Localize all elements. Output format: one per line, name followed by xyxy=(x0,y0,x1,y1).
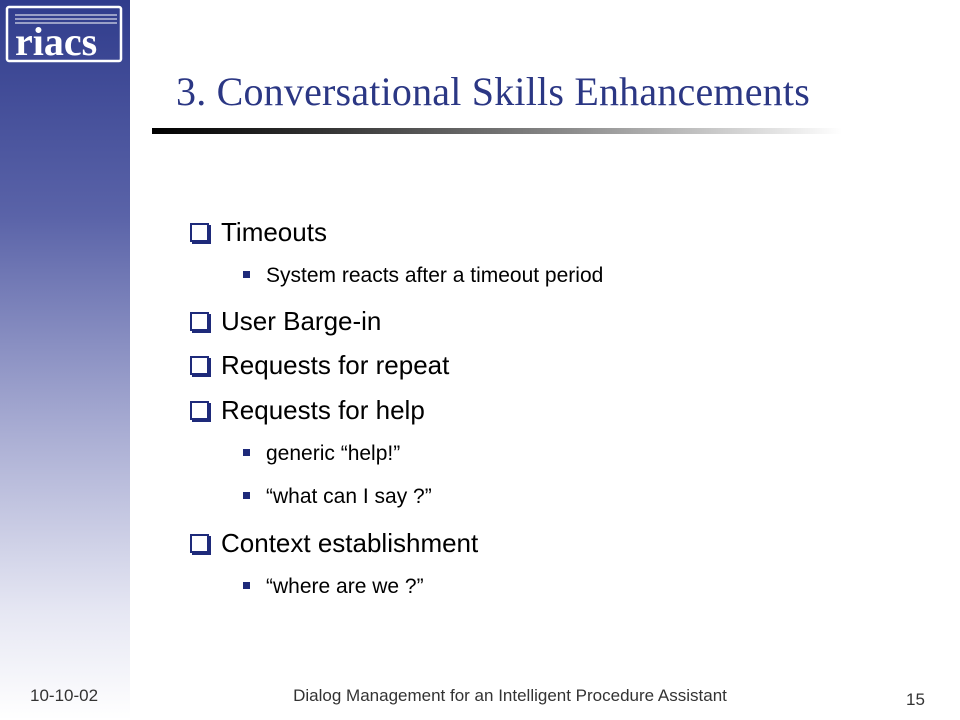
logo-text: riacs xyxy=(15,19,98,63)
bullet-text: Context establishment xyxy=(221,528,479,558)
sub-bullet-text: System reacts after a timeout period xyxy=(266,264,604,287)
footer-date: 10-10-02 xyxy=(30,686,99,705)
filled-square-bullet-icon xyxy=(243,582,250,589)
filled-square-bullet-icon xyxy=(243,449,250,456)
sub-bullet-item xyxy=(243,264,603,288)
hollow-square-bullet-icon xyxy=(190,223,209,242)
footer-title: Dialog Management for an Intelligent Procedure Assistant xyxy=(293,686,727,705)
hollow-square-bullet-icon xyxy=(190,356,209,375)
hollow-square-bullet-icon xyxy=(190,401,209,420)
bullet-item xyxy=(190,395,425,426)
bullet-text: Timeouts xyxy=(221,217,327,247)
filled-square-bullet-icon xyxy=(243,492,250,499)
filled-square-bullet-icon xyxy=(243,271,250,278)
sub-bullet-item xyxy=(243,442,400,466)
slide-title: 3. Conversational Skills Enhancements xyxy=(176,69,810,114)
sub-bullet-item xyxy=(243,575,424,599)
bullet-item xyxy=(190,528,478,559)
sub-bullet-text: generic “help!” xyxy=(266,442,401,465)
bullet-item xyxy=(190,217,327,248)
sub-bullet-text: “where are we ?” xyxy=(266,575,424,598)
sub-bullet-text: “what can I say ?” xyxy=(266,485,432,508)
hollow-square-bullet-icon xyxy=(190,312,209,331)
bullet-text: Requests for help xyxy=(221,395,425,425)
bullet-text: User Barge-in xyxy=(221,306,382,336)
bullet-item xyxy=(190,306,381,337)
bullet-text: Requests for repeat xyxy=(221,350,450,380)
riacs-logo xyxy=(5,5,123,63)
sub-bullet-item xyxy=(243,485,432,509)
sidebar-gradient xyxy=(0,0,130,720)
title-underline xyxy=(152,128,842,134)
page-number: 15 xyxy=(906,690,925,709)
hollow-square-bullet-icon xyxy=(190,534,209,553)
bullet-item xyxy=(190,350,449,381)
